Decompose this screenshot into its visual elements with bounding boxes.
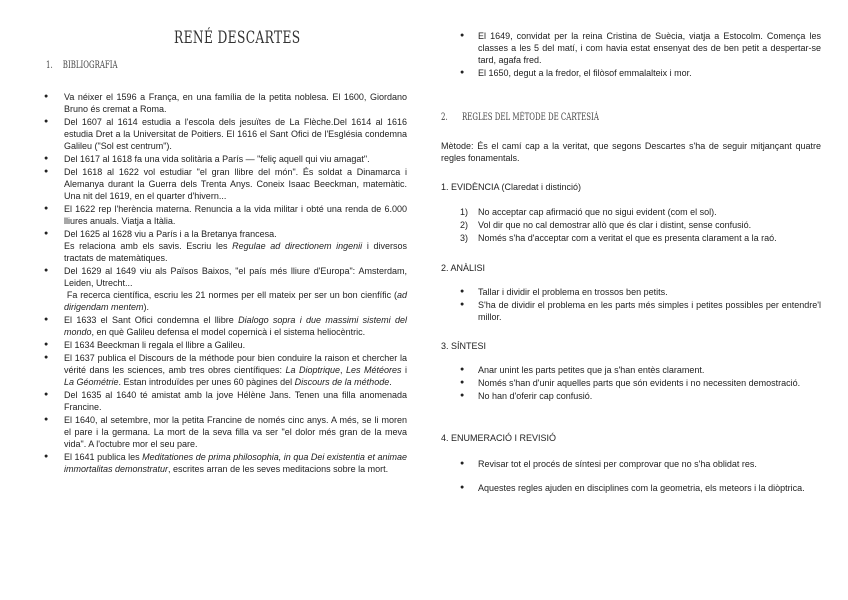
method-intro: Mètode: És el camí cap a la veritat, que segons Descartes s'ha de seguir mitjançant quatre regles fonamentals.: [441, 141, 821, 163]
rule-2-list: [441, 286, 821, 324]
document-title: RENÉ DESCARTES: [174, 28, 301, 48]
list-item: ● S'ha de dividir el problema en les parts més simples i petites possibles per entendre'l millor.: [441, 299, 821, 323]
biography-list: [40, 91, 407, 476]
list-item: ● Aquestes regles ajuden en disciplines com la geometria, els meteors i la diòptrica.: [441, 482, 821, 494]
list-item: ● Només s'han d'unir aquelles parts que són evidents i no necessiten demostració.: [441, 377, 821, 389]
rule-2-title: 2. ANÀLISI: [441, 263, 486, 273]
list-item: ● Va néixer el 1596 a França, en una família de la petita noblesa. El 1600, Giordano Bruno és cremat a Roma.: [40, 91, 407, 115]
section-heading-bibliografia: 1. BIBLIOGRAFIA: [46, 60, 118, 71]
list-item: ● El 1633 el Sant Ofici condemna el llibre Dialogo sopra i due massimi sistemi del mondo, en què Galileu defensa el model copernicà i el sistema heliocèntric.: [40, 314, 407, 338]
list-item: ● Anar unint les parts petites que ja s'han entès clarament.: [441, 364, 821, 376]
rule-3-list: [441, 364, 821, 403]
list-item: 1) No acceptar cap afirmació que no sigui evident (com el sol).: [460, 207, 717, 217]
rule-3-title: 3. SÍNTESI: [441, 341, 487, 351]
list-item: ● Del 1629 al 1649 viu als Països Baixos, "el país més lliure d'Europa": Amsterdam, Leiden, Utrecht... Fa recerca científica, escriu les 21 normes per ell mateix per ser un bon cienfífic (ad dirigendam mentem).: [40, 265, 407, 313]
list-item: 2) Vol dir que no cal demostrar allò que és clar i distint, sense confusió.: [460, 220, 752, 230]
rule-4-title: 4. ENUMERACIÓ I REVISIÓ: [441, 433, 557, 443]
biography-list-continued: [441, 30, 821, 80]
rule-1-list: [441, 206, 821, 245]
list-item: ● Del 1607 al 1614 estudia a l'escola dels jesuïtes de La Flèche.Del 1614 al 1616 estudia Dret a la Universitat de Poitiers. El 1616 el Sant Ofici de l'Església condemna Galileu ("Sol est centrum").: [40, 116, 407, 152]
list-item: ● El 1650, degut a la fredor, el filòsof emmalalteix i mor.: [441, 67, 821, 79]
list-item: ● Del 1618 al 1622 vol estudiar "el gran llibre del món". És soldat a Dinamarca i Alemanya durant la Guerra dels Trenta Anys. Coneix Isaac Beeckman, matemàtic. Una nit del 1619, en el quarter d'hivern...: [40, 166, 407, 202]
list-item: ● No han d'oferir cap confusió.: [441, 390, 821, 402]
rule-4-list: [441, 458, 821, 495]
list-item: ● El 1640, al setembre, mor la petita Francine de només cinc anys. A més, se li moren el pare i la germana. La mort de la seva filla va ser "el dolor més gran de la meva vida". A l'octubre mor el seu pare.: [40, 414, 407, 450]
list-item: ● El 1649, convidat per la reina Cristina de Suècia, viatja a Estocolm. Comença les classes a les 5 del matí, i com havia estat ensenyat des de ben petit a despertar-se tard, agafa fred.: [441, 30, 821, 66]
list-item: ● Del 1635 al 1640 té amistat amb la jove Hélène Jans. Tenen una filla anomenada Francine.: [40, 389, 407, 413]
rule-1-title: 1. EVIDÈNCIA (Claredat i distinció): [441, 182, 582, 192]
list-item: ● Del 1625 al 1628 viu a París i a la Bretanya francesa. Es relaciona amb els savis. Escriu les Regulae ad directionem ingenii i diversos tractats de matemàtiques.: [40, 228, 407, 264]
list-item: ● Tallar i dividir el problema en trossos ben petits.: [441, 286, 821, 298]
list-item: ● El 1622 rep l'herència materna. Renuncia a la vida militar i obté una renda de 6.000 lliures anuals. Viatja a Itàlia.: [40, 203, 407, 227]
list-item: 3) Només s'ha d'acceptar com a veritat el que es presenta clarament a la raó.: [460, 233, 777, 243]
list-item: ● El 1634 Beeckman li regala el llibre a Galileu.: [40, 339, 407, 351]
section-heading-regles: 2. REGLES DEL MÈTODE DE CARTESIÀ: [441, 112, 599, 123]
list-item: ● Revisar tot el procés de síntesi per comprovar que no s'ha oblidat res.: [441, 458, 821, 470]
list-item: ● El 1637 publica el Discours de la méthode pour bien conduire la raison et chercher la vérité dans les sciences, amb tres obres científiques: La Dioptrique, Les Météores i La Géométrie. Estan introduïdes per unes 60 pàgines del Discours de la méthode.: [40, 352, 407, 388]
list-item: ● El 1641 publica les Meditationes de prima philosophia, in qua Dei existentia et animae immortalitas demonstratur, escrites arran de les seves meditacions sobre la mort.: [40, 451, 407, 475]
list-item: ● Del 1617 al 1618 fa una vida solitària a París — "feliç aquell qui viu amagat".: [40, 153, 407, 165]
